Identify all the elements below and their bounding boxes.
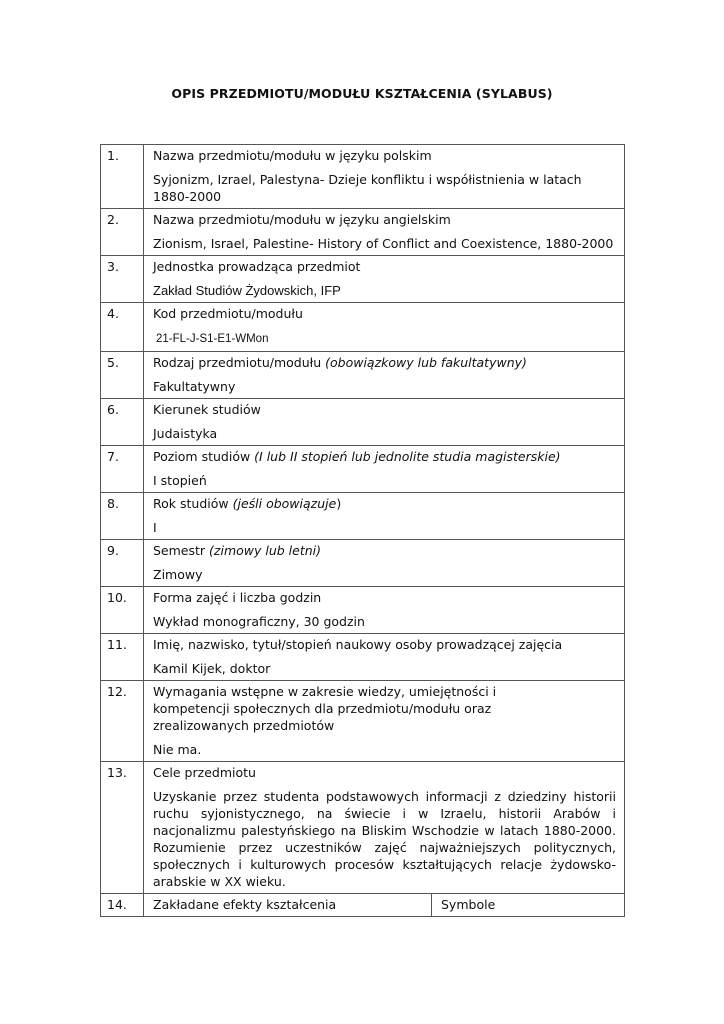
row-content <box>144 762 625 894</box>
row-label: Wymagania wstępne w zakresie wiedzy, umiejętności i kompetencji społecznych dla przedmiotu/modułu oraz zrealizowanych przedmiotów <box>153 684 497 733</box>
row-number: 5. <box>101 352 144 399</box>
row-label: Cele przedmiotu <box>153 765 256 780</box>
row-hint: (obowiązkowy lub fakultatywny) <box>325 355 527 370</box>
row-label: Kod przedmiotu/modułu <box>153 306 303 321</box>
row-number: 3. <box>101 256 144 303</box>
row-value: Zionism, Israel, Palestine- History of Conflict and Coexistence, 1880-2000 <box>153 236 614 251</box>
row-content <box>144 399 625 446</box>
symbols-header: Symbole <box>432 894 625 917</box>
row-value: Zimowy <box>153 567 203 582</box>
row-content <box>144 587 625 634</box>
row-number: 9. <box>101 540 144 587</box>
row-label: Forma zajęć i liczba godzin <box>153 590 322 605</box>
document-title: OPIS PRZEDMIOTU/MODUŁU KSZTAŁCENIA (SYLABUS) <box>171 86 553 101</box>
row-label: Poziom studiów <box>153 449 251 464</box>
row-number: 7. <box>101 446 144 493</box>
row-hint: (jeśli obowiązuje <box>232 496 337 511</box>
row-value: I <box>153 520 157 535</box>
row-12 <box>101 681 625 762</box>
row-value: Uzyskanie przez studenta podstawowych informacji z dziedziny historii ruchu syjonistycznego, na świecie i w Izraelu, historii Arabów i nacjonalizmu palestyńskiego na Bliskim Wschodzie w latach 1880-2000. Rozumienie przez uczestników zajęć najważniejszych politycznych, społecznych i kulturowych procesów kształtujących relacje żydowsko-arabskie w XX wieku. <box>153 789 616 889</box>
row-7 <box>101 446 625 493</box>
row-value: Wykład monograficzny, 30 godzin <box>153 614 365 629</box>
row-number: 6. <box>101 399 144 446</box>
row-content <box>144 634 625 681</box>
row-number: 14. <box>101 894 144 917</box>
row-value: Kamil Kijek, doktor <box>153 661 271 676</box>
row-value: Nie ma. <box>153 742 202 757</box>
row-content <box>144 209 625 256</box>
row-value: Zakład Studiów Żydowskich, IFP <box>153 283 341 298</box>
row-number: 8. <box>101 493 144 540</box>
row-value: Syjonizm, Izrael, Palestyna- Dzieje konfliktu i współistnienia w latach 1880-2000 <box>153 172 582 204</box>
row-label: Nazwa przedmiotu/modułu w języku angielskim <box>153 212 451 227</box>
row-5 <box>101 352 625 399</box>
row-value: I stopień <box>153 473 207 488</box>
row-value: 21-FL-J-S1-E1-WMon <box>156 333 269 345</box>
row-label: Semestr <box>153 543 206 558</box>
row-content <box>144 145 625 209</box>
row-number: 1. <box>101 145 144 209</box>
row-10 <box>101 587 625 634</box>
row-content <box>144 352 625 399</box>
row-11 <box>101 634 625 681</box>
row-label: Jednostka prowadząca przedmiot <box>153 259 361 274</box>
row-3 <box>101 256 625 303</box>
row-number: 4. <box>101 303 144 352</box>
row-content <box>144 681 625 762</box>
row-14 <box>101 894 625 917</box>
row-number: 11. <box>101 634 144 681</box>
row-label: Rodzaj przedmiotu/modułu <box>153 355 322 370</box>
row-label: Nazwa przedmiotu/modułu w języku polskim <box>153 148 432 163</box>
row-label: Rok studiów <box>153 496 229 511</box>
row-6 <box>101 399 625 446</box>
row-value: Fakultatywny <box>153 379 236 394</box>
row-2 <box>101 209 625 256</box>
row-hint-suffix: ) <box>336 496 342 511</box>
row-8 <box>101 493 625 540</box>
row-label: Imię, nazwisko, tytuł/stopień naukowy osoby prowadzącej zajęcia <box>153 637 563 652</box>
row-number: 10. <box>101 587 144 634</box>
row-content <box>144 540 625 587</box>
row-label: Kierunek studiów <box>153 402 261 417</box>
row-hint: (zimowy lub letni) <box>209 543 322 558</box>
row-label: Zakładane efekty kształcenia <box>153 897 337 912</box>
row-content <box>144 446 625 493</box>
row-content <box>144 493 625 540</box>
row-content <box>144 303 625 352</box>
syllabus-table <box>100 144 625 917</box>
row-number: 13. <box>101 762 144 894</box>
row-number: 2. <box>101 209 144 256</box>
row-9 <box>101 540 625 587</box>
row-value: Judaistyka <box>153 426 218 441</box>
row-content <box>144 256 625 303</box>
row-1 <box>101 145 625 209</box>
row-4 <box>101 303 625 352</box>
row-label-cell <box>144 894 432 917</box>
row-hint: (I lub II stopień lub jednolite studia magisterskie) <box>254 449 561 464</box>
row-number: 12. <box>101 681 144 762</box>
row-13 <box>101 762 625 894</box>
